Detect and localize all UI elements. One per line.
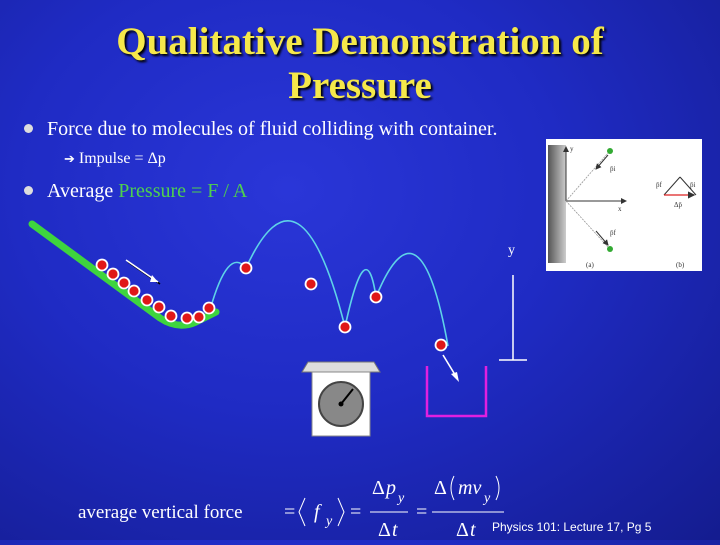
ball (154, 302, 165, 313)
formula-p-sub: y (398, 491, 405, 506)
triangle-p-label: p̄f (656, 181, 662, 189)
inset-y-label: y (570, 145, 574, 153)
formula-mv-sub: y (484, 491, 491, 506)
delta-symbol: Δ (434, 477, 447, 499)
ball (97, 260, 108, 271)
arrow-icon: ➔ (64, 151, 75, 166)
average-force-formula (78, 468, 518, 540)
delta-symbol: Δ (456, 519, 469, 540)
angle-bracket-left (299, 498, 305, 526)
formula-f: f (314, 501, 320, 523)
ball (182, 313, 193, 324)
impulse-text: Impulse = Δp (78, 150, 166, 167)
scale-pivot (339, 402, 344, 407)
equals-sign-3: = (416, 501, 428, 523)
delta-p-label: Δp̄ (674, 201, 683, 209)
formula-t: t (470, 519, 476, 540)
pressure-formula-text: Pressure = F / A (118, 180, 248, 202)
ball (142, 295, 153, 306)
equals-sign-1: = (284, 501, 296, 523)
formula-lhs: average vertical force (78, 502, 243, 523)
paren-right (496, 476, 499, 500)
bullet-pressure-prefix: Average (47, 180, 119, 202)
formula-p: p (386, 477, 396, 499)
formula-mv: mv (458, 477, 482, 499)
ball (166, 311, 177, 322)
ball (204, 303, 215, 314)
bullet-force-text: Force due to molecules of fluid colliding with container. (47, 118, 498, 140)
ramp-track (32, 224, 216, 325)
molecule-balls (97, 260, 447, 351)
delta-symbol: Δ (378, 519, 391, 540)
p-initial-label: p̄i (610, 165, 616, 173)
paren-left (451, 476, 454, 500)
ball (371, 292, 382, 303)
ball (340, 322, 351, 333)
ball-trajectory (210, 221, 448, 346)
delta-symbol: Δ (372, 477, 385, 499)
ball (194, 312, 205, 323)
p-final-label: p̄f (610, 229, 616, 237)
falling-arrow-head-icon (451, 372, 459, 382)
ball (436, 340, 447, 351)
ball (108, 269, 119, 280)
scale-platform (302, 362, 380, 372)
ramp-arrow-head-icon (150, 275, 158, 282)
ball (306, 279, 317, 290)
formula-f-sub: y (326, 514, 333, 529)
angle-bracket-right (338, 498, 344, 526)
ball (119, 278, 130, 289)
equals-sign-2: = (350, 501, 362, 523)
formula-svg (78, 468, 518, 540)
formula-t: t (392, 519, 398, 540)
inset-x-label: x (618, 205, 622, 213)
ball (241, 263, 252, 274)
panel-a-label: (a) (586, 261, 594, 269)
title-line-1: Qualitative Demonstration of (116, 20, 604, 63)
y-axis-label: y (508, 243, 515, 258)
ball (129, 286, 140, 297)
triangle-p2-label: p̄i (690, 181, 696, 189)
slide-footer: Physics 101: Lecture 17, Pg 5 (492, 520, 652, 534)
title-line-2: Pressure (288, 64, 432, 107)
panel-b-label: (b) (676, 261, 685, 269)
